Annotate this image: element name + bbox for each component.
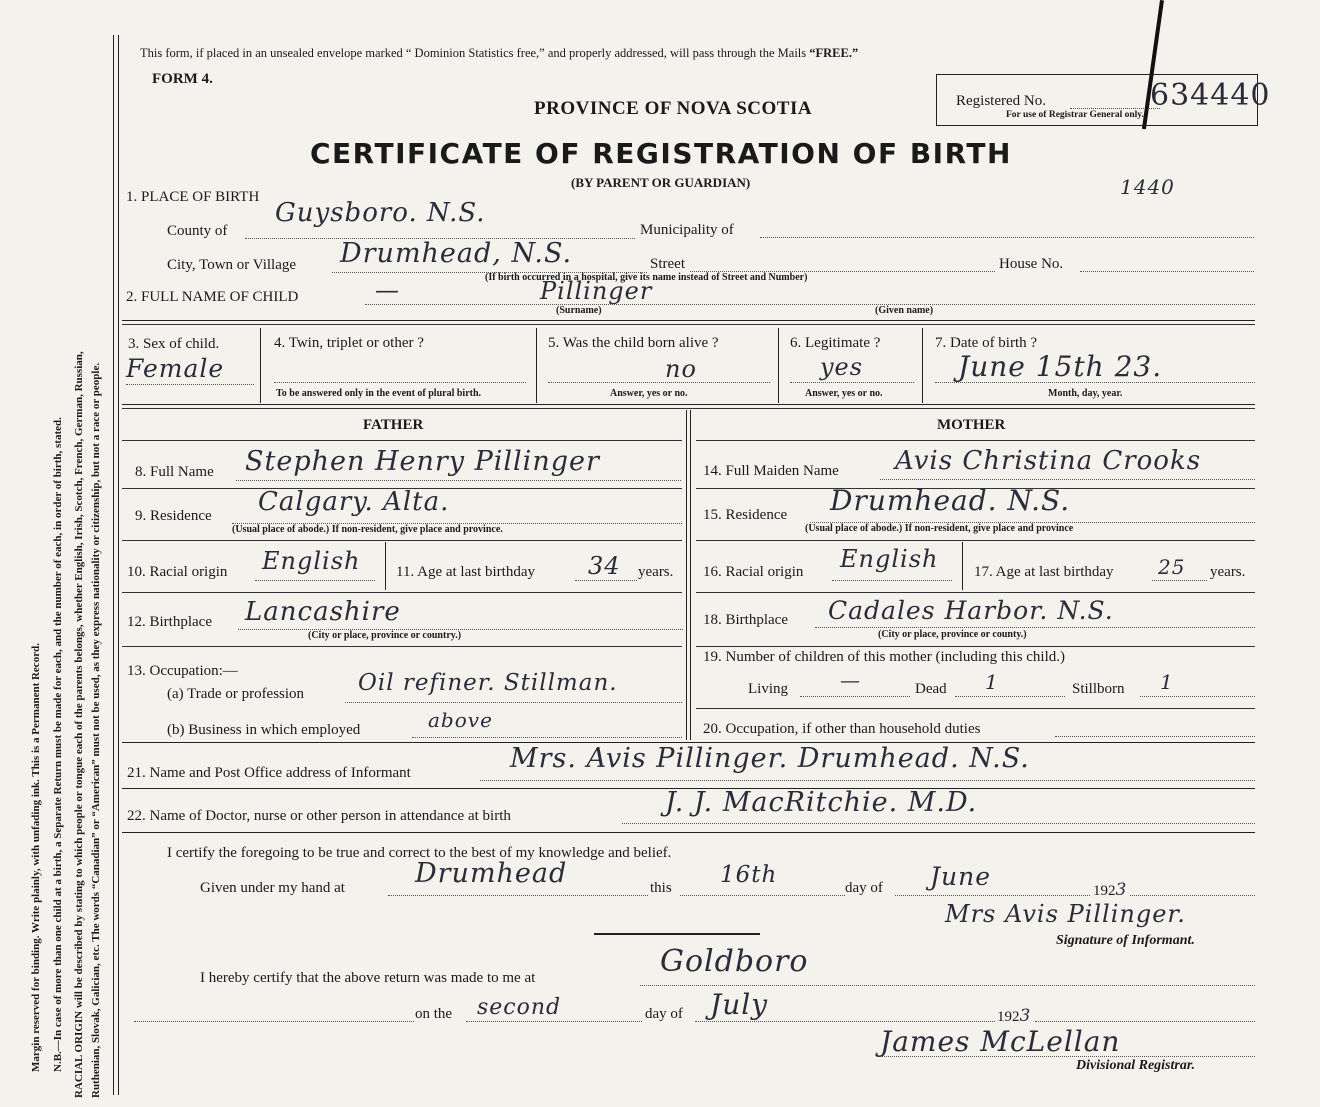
page-title: CERTIFICATE OF REGISTRATION OF BIRTH <box>310 137 1012 170</box>
margin-note-racial-origin: RACIAL ORIGIN will be described by stating to which people or tongue each of the parents belongs, whether English, Irish, Scotch, French, German, Russian, <box>73 351 85 1098</box>
mother-birthplace-value: Cadales Harbor. N.S. <box>828 596 1114 625</box>
certify-year: 1923 <box>1093 880 1128 900</box>
margin-rule-inner <box>118 35 119 1095</box>
twin-label: 4. Twin, triplet or other ? <box>274 335 424 351</box>
father-residence-note: (Usual place of abode.) If non-resident, give place and province. <box>232 524 503 535</box>
date-of-birth-note: Month, day, year. <box>1048 388 1123 399</box>
registrar-day-value: second <box>477 995 562 1020</box>
father-birthplace-value: Lancashire <box>245 597 401 627</box>
certify-statement: I certify the foregoing to be true and correct to the best of my knowledge and belief. <box>167 845 672 861</box>
registrar-statement: I hereby certify that the above return was made to me at <box>200 970 536 986</box>
father-heading: FATHER <box>363 417 424 433</box>
surname-caption: (Surname) <box>556 305 602 316</box>
born-alive-label: 5. Was the child born alive ? <box>548 335 719 351</box>
registered-number-label: Registered No. <box>956 93 1046 109</box>
date-of-birth-label: 7. Date of birth ? <box>935 335 1038 351</box>
living-label: Living <box>748 681 788 697</box>
this-label: this <box>650 880 672 896</box>
father-trade-label: (a) Trade or profession <box>167 686 305 702</box>
father-racial-origin-label: 10. Racial origin <box>127 564 228 580</box>
place-of-birth-label: 1. PLACE OF BIRTH <box>126 189 260 205</box>
sex-label: 3. Sex of child. <box>128 336 220 352</box>
legitimate-label: 6. Legitimate ? <box>790 335 881 351</box>
mother-age-label: 17. Age at last birthday <box>974 564 1114 580</box>
living-value: — <box>840 668 861 692</box>
city-value: Drumhead, N.S. <box>340 238 573 269</box>
certify-day-of: day of <box>845 880 883 896</box>
informant-value: Mrs. Avis Pillinger. Drumhead. N.S. <box>510 743 1030 774</box>
father-birthplace-label: 12. Birthplace <box>127 614 212 630</box>
legitimate-note: Answer, yes or no. <box>805 388 883 399</box>
informant-signature-caption: Signature of Informant. <box>1056 933 1195 948</box>
stillborn-label: Stillborn <box>1072 681 1125 697</box>
street-label: Street <box>650 256 685 272</box>
date-of-birth-value: June 15th 23. <box>958 350 1163 383</box>
page-subtitle: (BY PARENT OR GUARDIAN) <box>571 175 751 190</box>
certify-day-value: 16th <box>720 862 778 888</box>
mother-name-value: Avis Christina Crooks <box>895 446 1202 476</box>
child-surname-value: Pillinger <box>540 277 653 305</box>
registrar-year: 1923 <box>997 1006 1032 1026</box>
informant-signature: Mrs Avis Pillinger. <box>945 900 1186 928</box>
children-count-label: 19. Number of children of this mother (including this child.) <box>703 649 1066 665</box>
margin-note-binding: Margin reserved for binding. Write plainly, with unfading ink. This is a Permanent Record. <box>30 643 42 1072</box>
doctor-value: J. J. MacRitchie. M.D. <box>665 787 978 818</box>
handwritten-reference: 1440 <box>1120 175 1175 199</box>
mother-racial-origin-value: English <box>840 545 939 573</box>
hospital-note: (If birth occurred in a hospital, give its name instead of Street and Number) <box>485 272 808 283</box>
mother-racial-origin-label: 16. Racial origin <box>703 564 804 580</box>
informant-label: 21. Name and Post Office address of Informant <box>127 765 411 781</box>
doctor-label: 22. Name of Doctor, nurse or other person in attendance at birth <box>127 808 511 824</box>
father-business-value: above <box>428 708 493 732</box>
registrar-day-of: day of <box>645 1006 683 1022</box>
registrar-signature: James McLellan <box>880 1025 1121 1058</box>
margin-note-multiple-births: N.B.—In case of more than one child at a birth, a Separate Return must be made for each, and the number of each, in order of birth, stated. <box>52 417 64 1072</box>
twin-note: To be answered only in the event of plural birth. <box>276 388 482 399</box>
place-of-birth-value: Guysboro. N.S. <box>275 198 486 228</box>
municipality-label: Municipality of <box>640 222 734 238</box>
registrar-use-note: For use of Registrar General only. <box>1006 110 1144 120</box>
margin-note-racial-origin-cont: Ruthenian, Slovak, Galician, etc. The words “Canadian” or “American” must not be used, as they express nationality or citizenship, but not a race or people. <box>90 362 102 1098</box>
stillborn-value: 1 <box>1160 670 1174 694</box>
child-name-label: 2. FULL NAME OF CHILD <box>126 289 299 305</box>
father-residence-label: 9. Residence <box>135 508 212 524</box>
sex-value: Female <box>126 354 225 383</box>
registrar-on-the: on the <box>415 1006 453 1022</box>
province-heading: PROVINCE OF NOVA SCOTIA <box>534 98 813 119</box>
margin-rule <box>113 35 114 1095</box>
father-business-label: (b) Business in which employed <box>167 722 361 738</box>
county-label: County of <box>167 223 228 239</box>
given-place-value: Drumhead <box>415 858 568 889</box>
father-trade-value: Oil refiner. Stillman. <box>358 670 618 696</box>
registered-number-value: 634440 <box>1150 78 1271 113</box>
form-number: FORM 4. <box>152 71 213 87</box>
certify-month-value: June <box>930 862 992 891</box>
father-age-value: 34 <box>588 552 621 580</box>
father-birthplace-note: (City or place, province or country.) <box>308 630 462 641</box>
given-under-label: Given under my hand at <box>200 880 345 896</box>
registrar-month-value: July <box>710 988 769 1021</box>
mother-birthplace-note: (City or place, province or county.) <box>878 629 1027 640</box>
mother-occupation-label: 20. Occupation, if other than household duties <box>703 721 981 737</box>
father-age-label: 11. Age at last birthday <box>396 564 535 580</box>
house-number-label: House No. <box>999 256 1064 272</box>
mother-name-label: 14. Full Maiden Name <box>703 463 839 479</box>
father-name-label: 8. Full Name <box>135 464 214 480</box>
city-label: City, Town or Village <box>167 257 297 273</box>
legitimate-value: yes <box>820 353 864 381</box>
mother-age-years: years. <box>1210 564 1246 580</box>
father-name-value: Stephen Henry Pillinger <box>245 446 600 477</box>
registrar-caption: Divisional Registrar. <box>1076 1058 1196 1073</box>
given-name-caption: (Given name) <box>875 305 934 316</box>
registrar-place-value: Goldboro <box>660 944 809 979</box>
father-age-years: years. <box>638 564 674 580</box>
father-residence-value: Calgary. Alta. <box>258 487 450 517</box>
mother-residence-note: (Usual place of abode.) If non-resident, give place and province <box>805 523 1074 534</box>
father-occupation-label: 13. Occupation:— <box>127 663 238 679</box>
father-racial-origin-value: English <box>262 547 361 575</box>
born-alive-note: Answer, yes or no. <box>610 388 688 399</box>
dead-label: Dead <box>915 681 947 697</box>
mother-residence-label: 15. Residence <box>703 507 788 523</box>
mail-notice: This form, if placed in an unsealed envelope marked “ Dominion Statistics free,” and properly addressed, will pass through the Mails “FREE.” <box>140 46 859 60</box>
mother-age-value: 25 <box>1158 555 1186 579</box>
mother-residence-value: Drumhead. N.S. <box>830 484 1071 517</box>
dead-value: 1 <box>985 670 999 694</box>
mother-heading: MOTHER <box>937 417 1006 433</box>
mother-birthplace-label: 18. Birthplace <box>703 612 788 628</box>
born-alive-value: no <box>665 355 697 383</box>
child-name-dash: — <box>375 276 400 304</box>
